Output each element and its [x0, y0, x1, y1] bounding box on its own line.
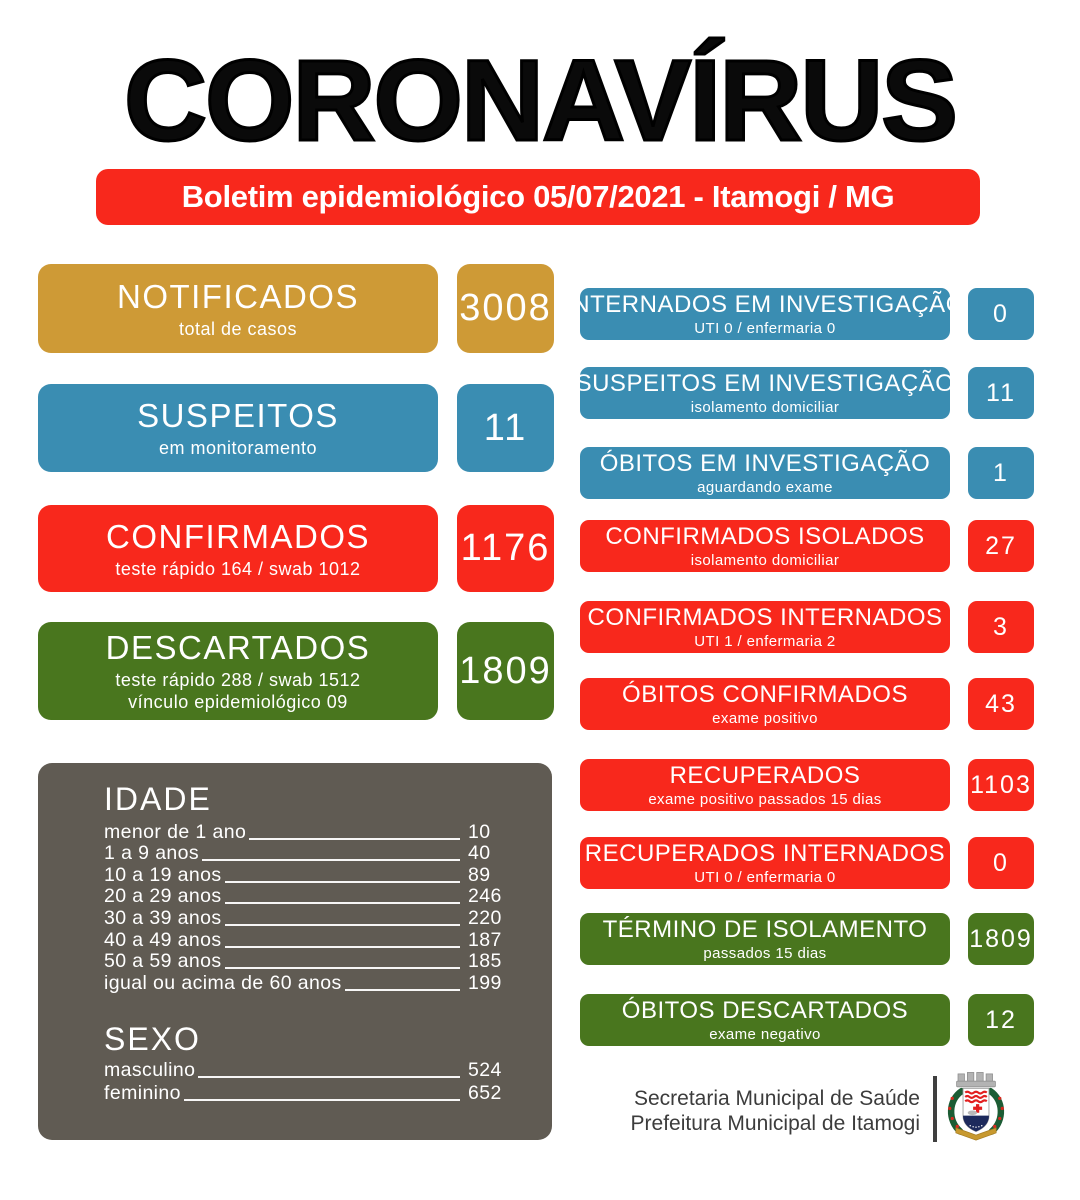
card-recuperados: [580, 759, 950, 811]
card-confirmados-isolados: [580, 520, 950, 572]
card-internados-investigacao: [565, 288, 965, 340]
card-subtitle: passados 15 dias: [703, 945, 827, 962]
card-subtitle: em monitoramento: [158, 438, 318, 458]
card-subtitle: UTI 1 / enfermaria 2: [694, 633, 836, 650]
card-confirmados: [38, 505, 438, 592]
card-obitos-investigacao: [580, 447, 950, 499]
card-title: RECUPERADOS INTERNADOS: [584, 840, 946, 867]
leader-line: [249, 838, 460, 840]
idade-rows: [104, 822, 504, 995]
card-confirmados-internados: [580, 601, 950, 653]
card-subtitle: teste rápido 288 / swab 1512: [115, 670, 361, 690]
card-title: TÉRMINO DE ISOLAMENTO: [602, 916, 928, 943]
card-title: RECUPERADOS: [669, 762, 861, 789]
footer-line-2: Prefeitura Municipal de Itamogi: [630, 1112, 920, 1135]
idade-row: [104, 973, 504, 995]
card-subtitle: total de casos: [178, 318, 298, 339]
row-value: 187: [468, 928, 502, 951]
row-label: 50 a 59 anos: [104, 950, 222, 973]
leader-line: [198, 1076, 460, 1078]
sexo-row: [104, 1082, 504, 1105]
sexo-row: [104, 1059, 504, 1082]
card-notificados: [38, 264, 438, 353]
row-label: menor de 1 ano: [104, 820, 247, 843]
idade-row: [104, 822, 504, 844]
card-subtitle: isolamento domiciliar: [690, 552, 840, 569]
value-confirmados-isolados: 27: [968, 520, 1034, 572]
leader-line: [225, 902, 460, 904]
idade-row: [104, 908, 504, 930]
row-label: igual ou acima de 60 anos: [104, 971, 342, 994]
card-subtitle: exame positivo: [712, 710, 818, 727]
row-value: 524: [468, 1059, 502, 1081]
card-recuperados-internados: [580, 837, 950, 889]
sexo-heading: SEXO: [104, 1021, 201, 1057]
leader-line: [225, 946, 460, 948]
value-obitos-investigacao: 1: [968, 447, 1034, 499]
idade-row: [104, 887, 504, 909]
leader-line: [345, 989, 460, 991]
value-suspeitos: 11: [457, 384, 554, 472]
leader-line: [225, 924, 460, 926]
demographics-panel: [38, 763, 552, 1140]
card-title: ÓBITOS DESCARTADOS: [621, 997, 909, 1024]
value-recuperados-internados: 0: [968, 837, 1034, 889]
footer-line-1: Secretaria Municipal de Saúde: [633, 1087, 920, 1110]
card-title: INTERNADOS EM INVESTIGAÇÃO: [565, 291, 965, 318]
card-title: ÓBITOS CONFIRMADOS: [622, 681, 908, 708]
card-subtitle: exame positivo passados 15 dias: [648, 791, 882, 808]
value-obitos-confirmados: 43: [968, 678, 1034, 730]
idade-row: [104, 952, 504, 974]
itamogi-coat-of-arms-icon: [940, 1068, 1012, 1146]
card-descartados: [38, 622, 438, 720]
leader-line: [225, 881, 460, 883]
card-title: SUSPEITOS EM INVESTIGAÇÃO: [575, 370, 955, 397]
card-subtitle: UTI 0 / enfermaria 0: [694, 869, 836, 886]
card-subtitle: aguardando exame: [697, 479, 833, 496]
banner-text: Boletim epidemiológico 05/07/2021 - Itamogi / MG: [181, 179, 895, 214]
idade-heading: IDADE: [104, 781, 212, 817]
card-obitos-descartados: [580, 994, 950, 1046]
value-termino-isolamento: 1809: [968, 913, 1034, 965]
card-suspeitos: [38, 384, 438, 472]
card-title: NOTIFICADOS: [116, 277, 359, 315]
value-suspeitos-investigacao: 11: [968, 367, 1034, 419]
sexo-rows: [104, 1059, 504, 1105]
row-value: 185: [468, 950, 502, 973]
card-termino-isolamento: [580, 913, 950, 965]
card-subtitle: exame negativo: [709, 1026, 821, 1043]
idade-row: [104, 865, 504, 887]
value-confirmados-internados: 3: [968, 601, 1034, 653]
row-value: 89: [468, 863, 491, 886]
row-value: 199: [468, 971, 502, 994]
idade-row: [104, 844, 504, 866]
card-subtitle: UTI 0 / enfermaria 0: [694, 320, 836, 337]
row-value: 220: [468, 906, 502, 929]
row-label: masculino: [104, 1059, 196, 1081]
idade-row: [104, 930, 504, 952]
row-label: 40 a 49 anos: [104, 928, 222, 951]
value-recuperados: 1103: [968, 759, 1034, 811]
card-subtitle: isolamento domiciliar: [690, 399, 840, 416]
card-subtitle: teste rápido 164 / swab 1012: [115, 558, 361, 579]
value-obitos-descartados: 12: [968, 994, 1034, 1046]
card-title: CONFIRMADOS ISOLADOS: [605, 523, 925, 550]
card-obitos-confirmados: [580, 678, 950, 730]
row-label: 10 a 19 anos: [104, 863, 222, 886]
leader-line: [202, 859, 460, 861]
page-title: CORONAVÍRUS: [123, 37, 957, 165]
banner: [96, 169, 980, 225]
card-title: CONFIRMADOS INTERNADOS: [587, 604, 943, 631]
row-value: 10: [468, 820, 491, 843]
footer-org: [540, 1086, 920, 1136]
value-internados-investigacao: 0: [968, 288, 1034, 340]
row-label: 20 a 29 anos: [104, 885, 222, 908]
row-value: 652: [468, 1082, 502, 1104]
row-value: 40: [468, 842, 491, 865]
value-descartados: 1809: [457, 622, 554, 720]
row-value: 246: [468, 885, 502, 908]
value-notificados: 3008: [457, 264, 554, 353]
card-suspeitos-investigacao: [575, 367, 955, 419]
value-confirmados: 1176: [457, 505, 554, 592]
card-title: ÓBITOS EM INVESTIGAÇÃO: [599, 450, 931, 477]
leader-line: [184, 1099, 460, 1101]
footer-divider: [933, 1076, 937, 1142]
row-label: 1 a 9 anos: [104, 842, 200, 865]
card-title: DESCARTADOS: [105, 629, 371, 666]
row-label: feminino: [104, 1082, 181, 1104]
card-subtitle-2: vínculo epidemiológico 09: [128, 692, 348, 712]
card-title: CONFIRMADOS: [106, 517, 370, 555]
leader-line: [225, 967, 460, 969]
card-title: SUSPEITOS: [137, 397, 339, 434]
row-label: 30 a 39 anos: [104, 906, 222, 929]
